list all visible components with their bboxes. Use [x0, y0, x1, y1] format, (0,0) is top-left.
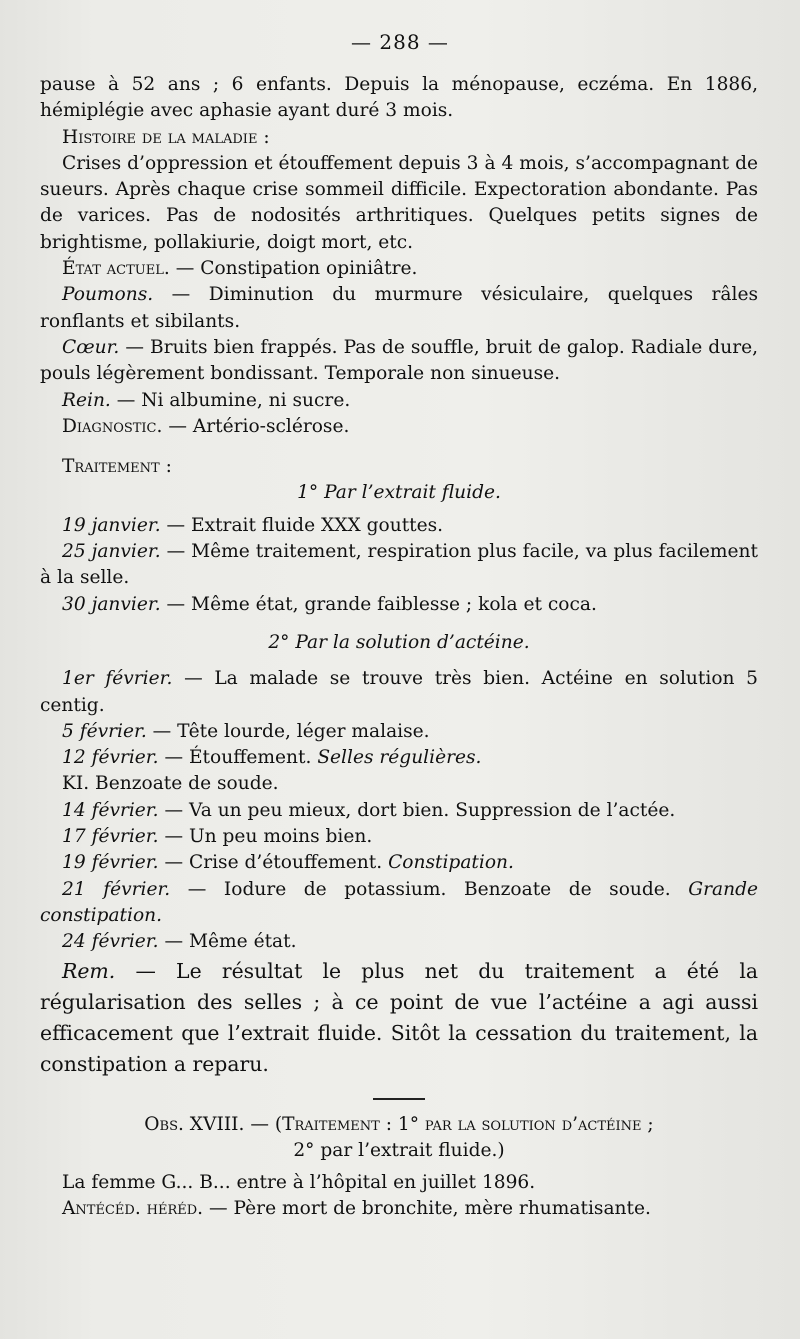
- spacer: [40, 656, 758, 666]
- treatment-entry: [40, 850, 758, 876]
- entry-text: — Même état, grande faiblesse ; kola et coca.: [160, 593, 597, 615]
- antecedents-text: — Père mort de bronchite, mère rhumatisante.: [203, 1197, 651, 1219]
- page-number: — 288 —: [351, 30, 449, 54]
- entry-date: 14 février.: [62, 799, 159, 821]
- treatment-entry: [40, 666, 758, 719]
- rein-paragraph: [40, 388, 758, 414]
- page-content: [40, 72, 758, 1222]
- part1-entries: [40, 513, 758, 618]
- entry-date: 17 février.: [62, 826, 159, 848]
- entry-date: 5 février.: [62, 720, 147, 742]
- entry-emphasis: Selles régulières.: [317, 747, 482, 769]
- entry-emphasis: Constipation.: [388, 852, 514, 874]
- entry-text: — Même état.: [158, 931, 297, 953]
- treatment-entry: [40, 745, 758, 771]
- entry-date: 19 janvier.: [62, 514, 161, 536]
- rein-text: — Ni albumine, ni sucre.: [110, 389, 351, 411]
- rein-label: Rein.: [62, 389, 111, 411]
- obs-antecedents: [40, 1196, 758, 1222]
- etat-label: État actuel.: [62, 258, 170, 280]
- part1-title: 1° Par l’extrait fluide.: [297, 482, 501, 504]
- poumons-text: — Diminution du murmure vésiculaire, quelques râles ronflants et sibilants.: [40, 284, 758, 332]
- treatment-entry: [40, 719, 758, 745]
- obs-title: Obs. XVIII. — (Traitement : 1° par la solution d’actéine ;: [144, 1113, 654, 1135]
- entry-text: — Même traitement, respiration plus facile, va plus facilement à la selle.: [40, 541, 758, 589]
- treatment-entry: [40, 929, 758, 955]
- part2-entries: [40, 666, 758, 955]
- entry-text: KI. Benzoate de soude.: [62, 773, 279, 795]
- etat-paragraph: [40, 256, 758, 282]
- coeur-paragraph: [40, 335, 758, 388]
- entry-date: 30 janvier.: [62, 593, 161, 615]
- histoire-heading: [40, 125, 758, 151]
- treatment-entry: [40, 539, 758, 592]
- entry-date: 24 février.: [62, 931, 159, 953]
- entry-text: — Un peu moins bien.: [158, 826, 373, 848]
- entry-text: — Va un peu mieux, dort bien. Suppression de l’actée.: [158, 799, 676, 821]
- intro-paragraph: pause à 52 ans ; 6 enfants. Depuis la ménopause, eczéma. En 1886, hémiplégie avec aphasie ayant duré 3 mois.: [40, 74, 758, 122]
- remark-label: Rem.: [62, 958, 116, 983]
- spacer: [40, 440, 758, 454]
- diagnostic-paragraph: [40, 414, 758, 440]
- entry-text: — Iodure de potassium. Benzoate de soude.: [170, 878, 689, 900]
- entry-date: 12 février.: [62, 747, 159, 769]
- section-divider: [373, 1098, 425, 1100]
- entry-date: 21 février.: [62, 878, 171, 900]
- treatment-entry: [40, 513, 758, 539]
- remark-paragraph: [40, 956, 758, 1080]
- entry-text: — Crise d’étouffement.: [158, 852, 389, 874]
- antecedents-label: Antécéd. héréd.: [62, 1197, 204, 1219]
- traitement-heading: [40, 454, 758, 480]
- section-heading: Histoire de la maladie :: [62, 126, 270, 148]
- entry-emphasis: Grande constipation.: [40, 878, 758, 926]
- etat-text: — Constipation opiniâtre.: [169, 258, 418, 280]
- part2-title: 2° Par la solution d’actéine.: [268, 631, 530, 653]
- treatment-entry: [40, 592, 758, 618]
- remark-text: — Le résultat le plus net du traitement a été la régularisation des selles ; à ce point de vue l’actéine a agi aussi efficacement que l’extrait fluide. Sitôt la cessation du traitement, la constipation a reparu.: [40, 958, 758, 1076]
- poumons-label: Poumons.: [62, 284, 154, 306]
- treatment-entry: [40, 771, 758, 797]
- obs-subtitle: 2° par l’extrait fluide.): [293, 1139, 505, 1161]
- entry-text: — Tête lourde, léger malaise.: [146, 720, 430, 742]
- observation-block: [40, 1112, 758, 1222]
- treatment-entry: [40, 798, 758, 824]
- poumons-paragraph: [40, 282, 758, 335]
- diagnostic-text: — Artério-sclérose.: [162, 415, 350, 437]
- entry-date: 1er février.: [62, 668, 173, 690]
- spacer: [40, 618, 758, 630]
- entry-text: — Étouffement.: [158, 747, 318, 769]
- entry-date: 19 février.: [62, 852, 159, 874]
- obs-line: La femme G... B... entre à l’hôpital en juillet 1896.: [62, 1171, 536, 1193]
- entry-text: — Extrait fluide XXX gouttes.: [160, 514, 444, 536]
- histoire-paragraph: Crises d’oppression et étouffement depuis 3 à 4 mois, s’accompagnant de sueurs. Après chaque crise sommeil difficile. Expectoration abondante. Pas de varices. Pas de nodosités arthritiques. Quelques petits signes de brightisme, pollakiurie, doigt mort, etc.: [40, 152, 758, 253]
- entry-text: — La malade se trouve très bien. Actéine en solution 5 centig.: [40, 668, 758, 716]
- diagnostic-label: Diagnostic.: [62, 415, 163, 437]
- entry-date: 25 janvier.: [62, 541, 161, 563]
- treatment-entry: [40, 877, 758, 930]
- coeur-label: Cœur.: [62, 336, 120, 358]
- traitement-label: Traitement :: [62, 456, 172, 478]
- coeur-text: — Bruits bien frappés. Pas de souffle, bruit de galop. Radiale dure, pouls légèrement bondissant. Temporale non sinueuse.: [40, 336, 758, 385]
- treatment-entry: [40, 824, 758, 850]
